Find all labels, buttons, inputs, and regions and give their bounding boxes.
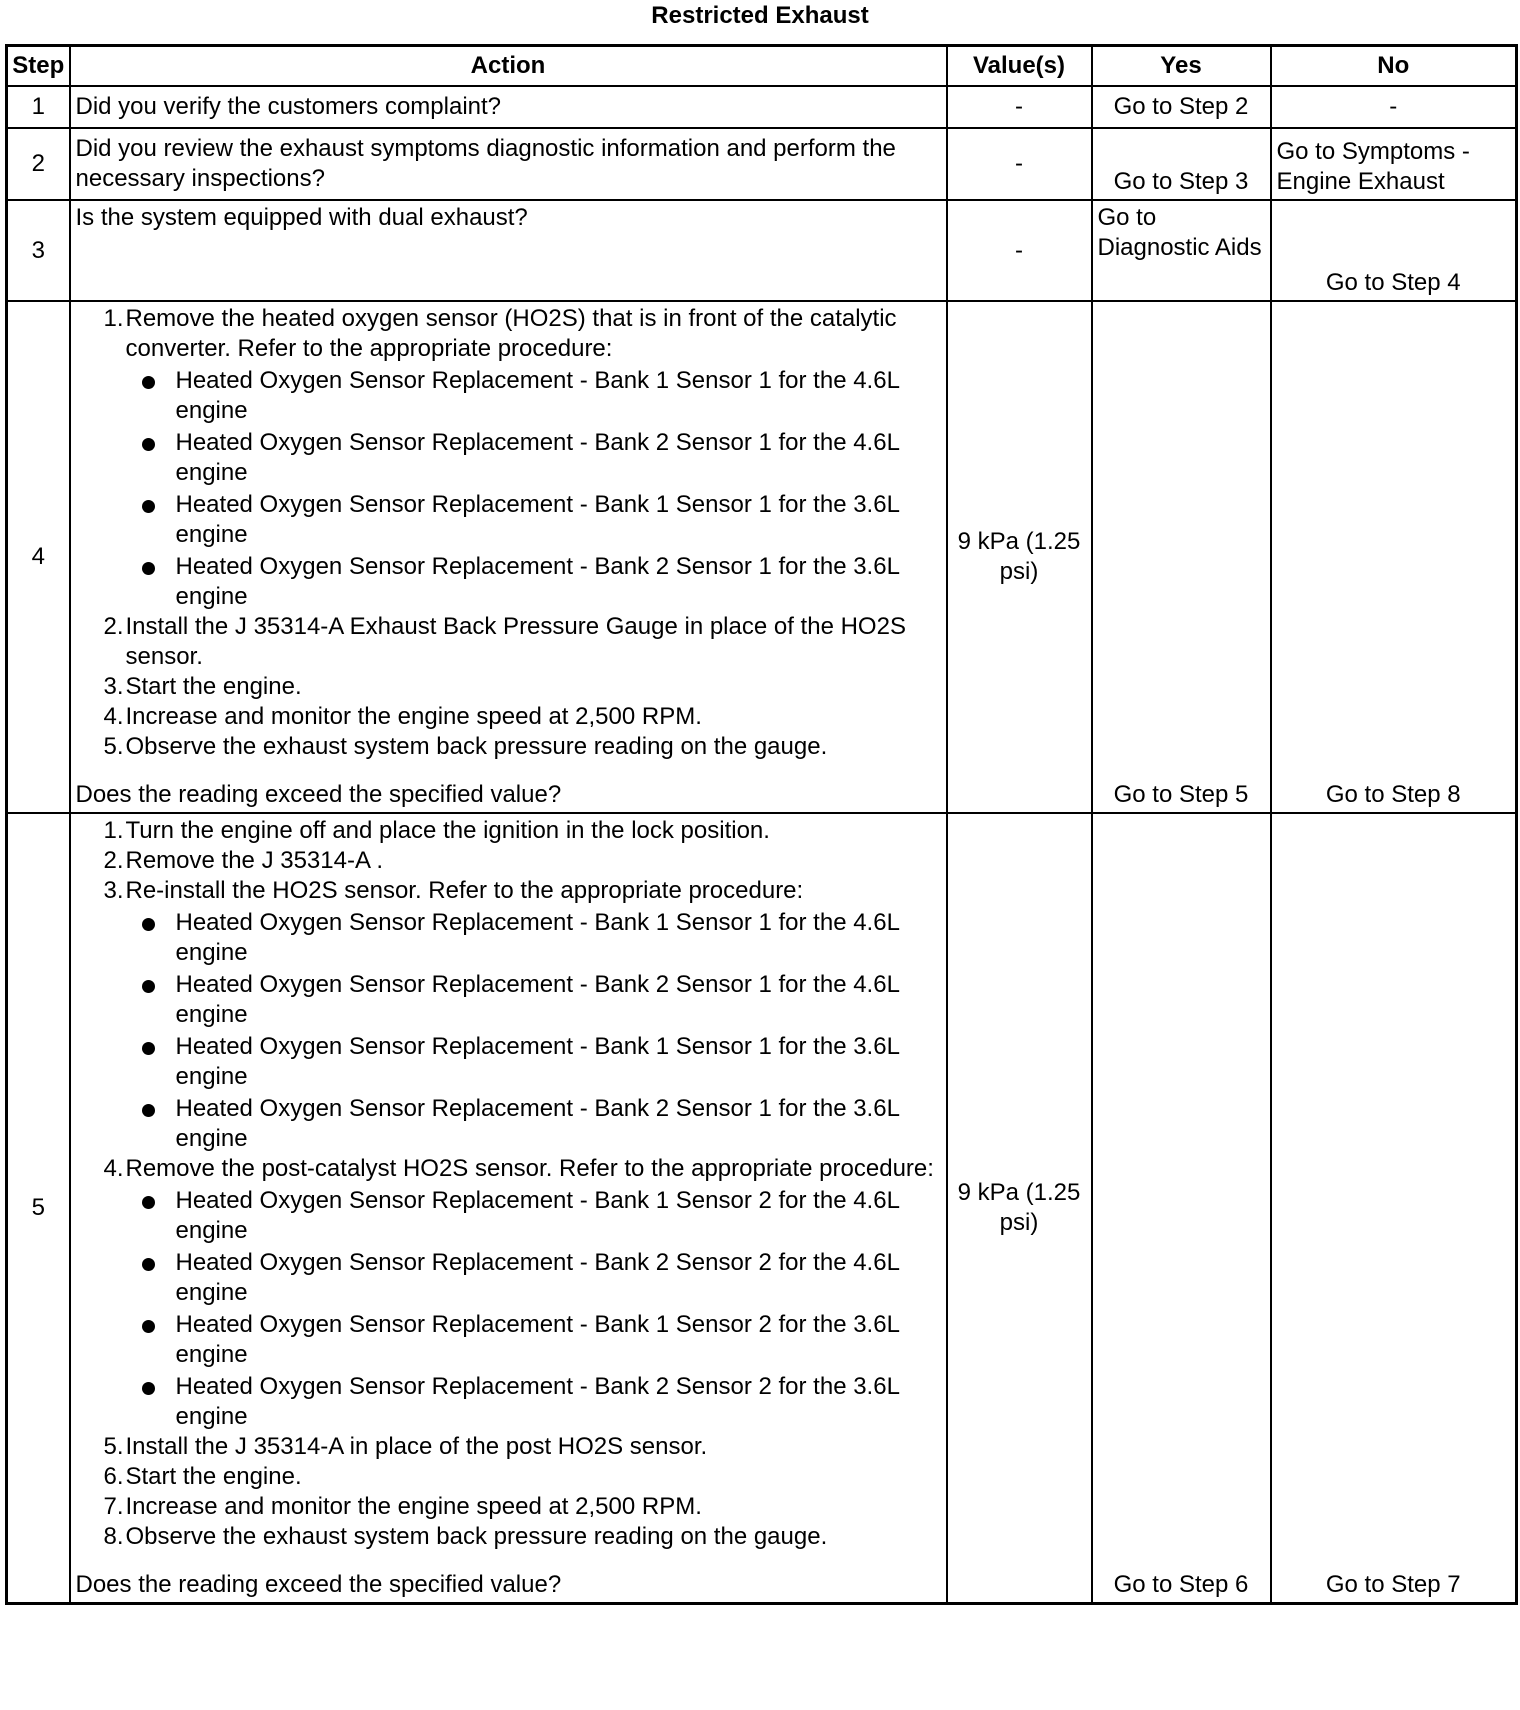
step-text: Start the engine.: [125, 673, 302, 700]
step-text: Observe the exhaust system back pressure reading on the gauge.: [125, 733, 828, 760]
header-step: Step: [7, 46, 70, 87]
procedure-step: [76, 612, 941, 672]
bullet-icon: [142, 918, 155, 931]
table-row: [7, 200, 1517, 301]
bullet-icon: [142, 980, 155, 993]
header-yes: Yes: [1092, 46, 1271, 87]
bullet-item: [126, 1186, 941, 1246]
yes-cell: Go to Step 2: [1092, 86, 1271, 128]
bullet-icon: [142, 1196, 155, 1209]
bullet-item: [126, 366, 941, 426]
bullet-link[interactable]: Heated Oxygen Sensor Replacement - Bank 2 Sensor 2 for the 4.6L engine: [175, 1249, 900, 1306]
header-values: Value(s): [947, 46, 1092, 87]
value-cell: -: [947, 128, 1092, 200]
bullet-link[interactable]: Heated Oxygen Sensor Replacement - Bank 2 Sensor 1 for the 4.6L engine: [175, 971, 900, 1028]
step-text: Install the J 35314-A Exhaust Back Pressure Gauge in place of the HO2S sensor.: [125, 613, 906, 670]
step-text: Observe the exhaust system back pressure reading on the gauge.: [125, 1523, 828, 1550]
page-title: Restricted Exhaust: [651, 2, 869, 29]
yes-cell: Go to Diagnostic Aids: [1092, 200, 1271, 301]
bullet-list: [126, 366, 941, 612]
action-text: Did you verify the customers complaint?: [70, 86, 947, 128]
procedure-step: [76, 672, 941, 702]
bullet-icon: [142, 1258, 155, 1271]
step-index: 3 .: [84, 876, 124, 906]
bullet-item: [126, 428, 941, 488]
bullet-link[interactable]: Heated Oxygen Sensor Replacement - Bank 2 Sensor 2 for the 3.6L engine: [175, 1373, 900, 1430]
procedure-step: [76, 1522, 941, 1552]
no-cell: Go to Step 7: [1271, 813, 1517, 1604]
step-text: Install the J 35314-A in place of the post HO2S sensor.: [125, 1433, 708, 1460]
bullet-icon: [142, 1104, 155, 1117]
bullet-icon: [142, 500, 155, 513]
step-index: 1 .: [84, 816, 124, 846]
bullet-list: [126, 1186, 941, 1432]
step-index: 2 .: [84, 846, 124, 876]
no-cell: Go to Symptoms - Engine Exhaust: [1271, 128, 1517, 200]
bullet-icon: [142, 1042, 155, 1055]
bullet-link[interactable]: Heated Oxygen Sensor Replacement - Bank 1 Sensor 1 for the 4.6L engine: [175, 367, 900, 424]
bullet-link[interactable]: Heated Oxygen Sensor Replacement - Bank 1 Sensor 2 for the 4.6L engine: [175, 1187, 900, 1244]
question-text: Does the reading exceed the specified value?: [75, 1571, 562, 1598]
step-number: 5: [7, 813, 70, 1604]
bullet-link[interactable]: Heated Oxygen Sensor Replacement - Bank 1 Sensor 2 for the 3.6L engine: [175, 1311, 900, 1368]
diagnostic-table: [5, 44, 1518, 1605]
action-cell: [70, 813, 947, 1604]
bullet-item: [126, 1372, 941, 1432]
step-text: Increase and monitor the engine speed at 2,500 RPM.: [125, 1493, 702, 1520]
bullet-icon: [142, 376, 155, 389]
bullet-link[interactable]: Heated Oxygen Sensor Replacement - Bank 1 Sensor 1 for the 4.6L engine: [175, 909, 900, 966]
step-number: 4: [7, 301, 70, 813]
step-text: Turn the engine off and place the ignition in the lock position.: [125, 817, 770, 844]
step-text: Remove the post-catalyst HO2S sensor. Refer to the appropriate procedure:: [125, 1155, 934, 1182]
step-index: 1 .: [84, 304, 124, 334]
step-index: 2 .: [84, 612, 124, 642]
step-text: Increase and monitor the engine speed at 2,500 RPM.: [125, 703, 702, 730]
bullet-link[interactable]: Heated Oxygen Sensor Replacement - Bank 2 Sensor 1 for the 3.6L engine: [175, 1095, 900, 1152]
bullet-item: [126, 970, 941, 1030]
value-cell: 9 kPa (1.25 psi): [947, 301, 1092, 813]
step-number: 2: [7, 128, 70, 200]
table-row: [7, 86, 1517, 128]
value-cell: -: [947, 86, 1092, 128]
bullet-icon: [142, 1320, 155, 1333]
procedure-step: [76, 846, 941, 876]
no-cell: Go to Step 8: [1271, 301, 1517, 813]
bullet-list: [126, 908, 941, 1154]
bullet-icon: [142, 562, 155, 575]
step-index: 5 .: [84, 732, 124, 762]
bullet-link[interactable]: Heated Oxygen Sensor Replacement - Bank 2 Sensor 1 for the 4.6L engine: [175, 429, 900, 486]
action-cell: [70, 301, 947, 813]
step-index: 5 .: [84, 1432, 124, 1462]
bullet-icon: [142, 438, 155, 451]
bullet-link[interactable]: Heated Oxygen Sensor Replacement - Bank 2 Sensor 1 for the 3.6L engine: [175, 553, 900, 610]
procedure-step: [76, 702, 941, 732]
question-text: Does the reading exceed the specified value?: [75, 781, 562, 808]
table-row: [7, 813, 1517, 1604]
step-number: 1: [7, 86, 70, 128]
step-index: 4 .: [84, 702, 124, 732]
action-text: Did you review the exhaust symptoms diagnostic information and perform the necessary inspections?: [70, 128, 947, 200]
step-text: Re-install the HO2S sensor. Refer to the appropriate procedure:: [125, 877, 804, 904]
step-text: Remove the heated oxygen sensor (HO2S) that is in front of the catalytic converter. Refer to the appropriate procedure:: [125, 305, 897, 362]
step-text: Remove the J 35314-A .: [125, 847, 383, 874]
value-cell: -: [947, 200, 1092, 301]
value-cell: 9 kPa (1.25 psi): [947, 813, 1092, 1604]
bullet-item: [126, 490, 941, 550]
step-number: 3: [7, 200, 70, 301]
procedure-step: [76, 1432, 941, 1462]
procedure-step: [76, 876, 941, 1154]
bullet-link[interactable]: Heated Oxygen Sensor Replacement - Bank 1 Sensor 1 for the 3.6L engine: [175, 1033, 900, 1090]
yes-cell: Go to Step 6: [1092, 813, 1271, 1604]
table-row: [7, 128, 1517, 200]
step-index: 8 .: [84, 1522, 124, 1552]
yes-cell: Go to Step 3: [1092, 128, 1271, 200]
bullet-item: [126, 1310, 941, 1370]
procedure-step: [76, 1154, 941, 1432]
header-row: [7, 46, 1517, 87]
bullet-item: [126, 908, 941, 968]
bullet-item: [126, 1094, 941, 1154]
no-cell: -: [1271, 86, 1517, 128]
yes-cell: Go to Step 5: [1092, 301, 1271, 813]
header-no: No: [1271, 46, 1517, 87]
step-text: Start the engine.: [125, 1463, 302, 1490]
procedure-step: [76, 304, 941, 612]
header-action: Action: [70, 46, 947, 87]
procedure-step: [76, 1492, 941, 1522]
no-cell: Go to Step 4: [1271, 200, 1517, 301]
bullet-item: [126, 1032, 941, 1092]
procedure-list: [76, 816, 941, 1552]
table-row: [7, 301, 1517, 813]
step-index: 4 .: [84, 1154, 124, 1184]
bullet-link[interactable]: Heated Oxygen Sensor Replacement - Bank 1 Sensor 1 for the 3.6L engine: [175, 491, 900, 548]
procedure-step: [76, 732, 941, 762]
action-text: Is the system equipped with dual exhaust?: [70, 200, 947, 301]
step-index: 3 .: [84, 672, 124, 702]
step-index: 6 .: [84, 1462, 124, 1492]
procedure-list: [76, 304, 941, 762]
bullet-icon: [142, 1382, 155, 1395]
step-index: 7 .: [84, 1492, 124, 1522]
procedure-step: [76, 1462, 941, 1492]
bullet-item: [126, 552, 941, 612]
bullet-item: [126, 1248, 941, 1308]
procedure-step: [76, 816, 941, 846]
